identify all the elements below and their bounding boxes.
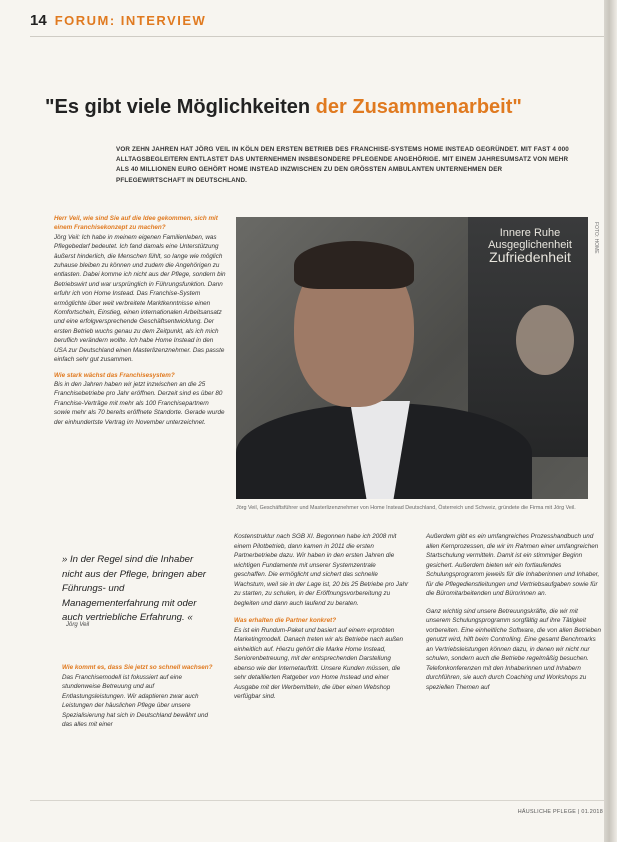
headline-part-2: der Zusammenarbeit" xyxy=(315,96,522,118)
footer-divider xyxy=(30,800,606,801)
portrait-photo xyxy=(236,217,588,499)
answer-3: Das Franchisemodell ist fokussiert auf eine stundenweise Betreuung und auf Entlastungsleistungen. Wir adaptieren zwar auch Leistungen der häuslichen Pflege über unsere Spezialisierung hat sich in Deutschland bewährt und das alles mit einer xyxy=(62,673,208,728)
question-3: Wie kommt es, dass Sie jetzt so schnell wachsen? xyxy=(62,664,213,671)
left-column-bottom xyxy=(62,663,218,730)
right-column xyxy=(426,532,602,700)
question-2: Wie stark wächst das Franchisesystem? xyxy=(54,371,175,379)
question-4: Was erhalten die Partner konkret? xyxy=(234,617,337,624)
header-divider xyxy=(30,36,606,37)
right-paragraph-2: Ganz wichtig sind unsere Betreuungskräfte, die wir mit unserem Schulungsprogramm sorgfältig auf ihre Tätigkeit vorbereiten. Eine einheitliche Software, die von allen Betrieben genutzt wird, hilft beim Controlling. Eine gesamt Benchmarks an Vertriebsleistungen können dazu, in denen wir nicht nur schulen, sondern auch die Betriebe regelmäßig besuchen. Telefonkonferenzen mit den Inhaberinnen und Inhabern durchführen, sie auch durch Coaching und Workshops zu speziellen Themen auf xyxy=(426,607,602,691)
page-header xyxy=(30,12,206,34)
photo-credit: FOTO: HOME xyxy=(593,222,599,254)
middle-column xyxy=(234,532,410,710)
right-paragraph-1: Außerdem gibt es ein umfangreiches Prozesshandbuch und allen Kernprozessen, die wir im Rahmen einer umfangreichen Startschulung vermitteln. Damit ist ein stimmiger Beginn gesichert. Außerdem bieten wir ein fortlaufendes Schulungsprogramm jeweils für die Inhaberinnen und Inhaber, für die Pflegedienstleitungen und Vertriebsaufgaben sowie für die Büromitarbeitenden und Bürorinnen an. xyxy=(426,533,600,597)
photo-caption: Jörg Veil, Geschäftsführer und Masterlizenznehmer von Home Instead Deutschland, Österreich und Schweiz, gründete die Firma mit Jörg Veil. xyxy=(236,505,576,511)
answer-1: Jörg Veil: Ich habe in meinem eigenen Familienleben, was Pflegebedarf bedeutet. Ich fand damals eine Unterstützung äußerst hinderlich, die Menschen fühlt, so lange wie möglich zuhause bleiben zu können und zudem die Angehörigen zu entlasten. Dabei komme ich nicht aus der Pflege, sondern bin Betriebswirt und war ursprünglich in Führungsfunktion. Dann erfuhr ich von Home Instead. Das Franchise-System ermöglichte über weit verbreitete Marktkenntnisse einen Komfortschein, Einstieg, einen internationalen Arbeitsansatz und eine erfolgversprechende Geschäftsentwicklung. Der ersten Betrieb wuchs genau zu dem Zeitpunkt, als ich mich beruflich verändern wollte. Ich habe Home Instead in den USA zur Deutschland einen Masterlizenznehmer. Das passte einfach sehr gut zusammen. xyxy=(54,233,226,364)
answer-2: Bis in den Jahren haben wir jetzt inzwischen an die 25 Franchisebetriebe pro Jahr eröffnen. Derzeit sind es über 80 Franchise-Verträge mit mehr als 100 Franchisepartnern sowie mehr als 70 bereits eröffnete Standorte. Gerade wurde der einhundertste Vertrag im November unterzeichnet. xyxy=(54,380,225,426)
section-label: FORUM: INTERVIEW xyxy=(54,13,207,28)
poster-line-3: Zufriedenheit xyxy=(489,249,571,265)
headline-part-1: "Es gibt viele Möglichkeiten xyxy=(45,96,311,118)
page-number: 14 xyxy=(30,12,47,29)
article-headline xyxy=(45,96,565,119)
pull-quote: » In der Regel sind die Inhaber nicht aus der Pflege, bringen aber Führungs- und Managementerfahrung mit oder auch vertriebliche Erfahrung. « xyxy=(62,554,206,623)
middle-paragraph-1: Kostenstruktur nach SGB XI. Begonnen habe ich 2008 mit einem Pilotbetrieb, dann kamen in 2011 die ersten Partnerbetriebe dazu. Wir haben in den ersten Jahren die wichtigen Fundamente mit unserer Systemzentrale geschaffen. Die ermöglicht und sichert das schnelle Wachstum, weil sie in der Lage ist, 20 bis 25 Betriebe pro Jahr zu starten, zu schulen, in der Eröffnungsvorbereitung zu begleiten und dann auch laufend zu beraten. xyxy=(234,533,409,607)
question-1: Herr Veil, wie sind Sie auf die Idee gekommen, sich mit einem Franchisekonzept zu machen? xyxy=(54,215,218,232)
poster-text xyxy=(476,227,584,263)
article-lead: VOR ZEHN JAHREN HAT JÖRG VEIL IN KÖLN DEN ERSTEN BETRIEB DES FRANCHISE-SYSTEMS HOME INSTEAD GEGRÜNDET. MIT FAST 4 000 ALLTAGSBEGLEITERN ENTLASTET DAS UNTERNEHMEN INSBESONDERE PFLEGENDE ANGEHÖRIGE. MIT EINEM JAHRESUMSATZ VON MEHR ALS 40 MILLIONEN EURO GEHÖRT HOME INSTEAD INZWISCHEN ZU DEN GRÖSSTEN AMBULANTEN UNTERNEHMEN DER PFLEGEWIRTSCHAFT IN DEUTSCHLAND. xyxy=(116,146,569,184)
left-column-top xyxy=(54,214,226,427)
poster-line-1: Innere Ruhe xyxy=(499,227,561,239)
page-footer: HÄUSLICHE PFLEGE | 01.2018 xyxy=(517,809,603,815)
person-hair xyxy=(294,241,414,289)
pull-quote-author: Jörg Veil xyxy=(66,622,90,628)
poster-portrait xyxy=(516,305,574,375)
middle-paragraph-2: Es ist ein Rundum-Paket und basiert auf einem erprobten Marketingmodell. Danach treten wir als Betriebe nach außen einheitlich auf. Hierzu gehört die Marke Home Instead, Seniorenbetreuung, mit der entsprechenden Darstellung ebenso wie der Internetauftritt. Unsere Kunden müssen, die sehr detaillierten Ratgeber von Home Instead und einer Ausgabe mit der Werbemitteln, die über einen Webshop verfügbar sind. xyxy=(234,626,404,700)
page-edge xyxy=(604,0,617,842)
poster-line-2: Ausgeglichenheit xyxy=(488,239,572,251)
